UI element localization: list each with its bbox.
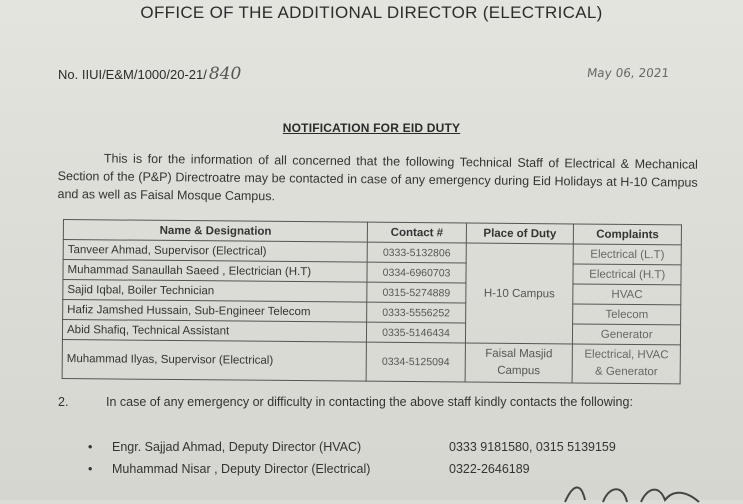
point-two-paragraph <box>58 393 686 411</box>
intro-text: This is for the information of all concerned that the following Technical Staff of Electrical & Mechanical Section of the (P&P) Directroatre may be contacted in case of any emergency during Eid Holidays at H-10 Campus and as well as Faisal Mosque Campus. <box>57 151 698 204</box>
signature-scribble <box>563 478 703 504</box>
list-item <box>88 440 688 462</box>
staff-contact: 0334-5125094 <box>366 342 465 382</box>
table-row <box>62 339 680 383</box>
staff-complaint <box>572 344 680 384</box>
staff-name: Tanveer Ahmad, Supervisor (Electrical) <box>63 240 367 263</box>
place-faisal-line1: Faisal Masjid <box>485 347 553 361</box>
staff-contact: 0333-5132806 <box>367 242 465 263</box>
staff-complaint: Generator <box>573 324 681 345</box>
staff-complaint: HVAC <box>573 284 681 305</box>
reference-number <box>58 64 241 84</box>
contact-phone: 0322-2646189 <box>449 462 530 476</box>
contact-name: Muhammad Nisar , Deputy Director (Electrical) <box>112 462 371 476</box>
header-place: Place of Duty <box>466 223 574 244</box>
place-faisal <box>465 343 573 383</box>
office-header: OFFICE OF THE ADDITIONAL DIRECTOR (ELECTRICAL) <box>140 3 603 22</box>
contact-name: Engr. Sajjad Ahmad, Deputy Director (HVAC) <box>112 440 362 454</box>
staff-complaint: Electrical (H.T) <box>573 264 681 285</box>
staff-contact: 0335-5146434 <box>367 322 465 343</box>
staff-name: Muhammad Sanaullah Saeed , Electrician (H.T) <box>63 260 367 283</box>
complaint-line1: Electrical, HVAC <box>584 348 669 362</box>
notice-subject: NOTIFICATION FOR EID DUTY <box>282 121 461 135</box>
header-name: Name & Designation <box>63 220 367 243</box>
duty-table <box>62 219 682 384</box>
reference-number-text: No. IIUI/E&M/1000/20-21/ <box>58 67 207 82</box>
bullet-icon: • <box>88 462 93 476</box>
header-complaints: Complaints <box>574 224 682 245</box>
point-two-text: In case of any emergency or difficulty in contacting the above staff kindly contacts the following: <box>106 395 633 409</box>
place-h10: H-10 Campus <box>465 243 574 344</box>
staff-contact: 0334-6960703 <box>367 262 465 283</box>
staff-name: Hafiz Jamshed Hussain, Sub-Engineer Telecom <box>63 300 367 323</box>
bullet-icon: • <box>88 440 93 454</box>
handwritten-number: 840 <box>208 64 242 84</box>
complaint-line2: & Generator <box>594 365 658 379</box>
contact-phone: 0333 9181580, 0315 5139159 <box>449 440 616 454</box>
notice-date: May 06, 2021 <box>586 66 670 80</box>
staff-name: Muhammad Ilyas, Supervisor (Electrical) <box>62 339 367 381</box>
point-two-number: 2. <box>58 395 69 409</box>
staff-contact: 0315-5274889 <box>367 282 465 303</box>
header-contact: Contact # <box>368 222 466 243</box>
staff-complaint: Telecom <box>573 304 681 325</box>
staff-contact: 0333-5556252 <box>367 302 465 323</box>
place-faisal-line2: Campus <box>497 364 541 378</box>
staff-complaint: Electrical (L.T) <box>573 244 681 265</box>
intro-paragraph <box>57 149 698 210</box>
staff-name: Sajid Iqbal, Boiler Technician <box>63 280 367 303</box>
staff-name: Abid Shafiq, Technical Assistant <box>62 320 366 343</box>
